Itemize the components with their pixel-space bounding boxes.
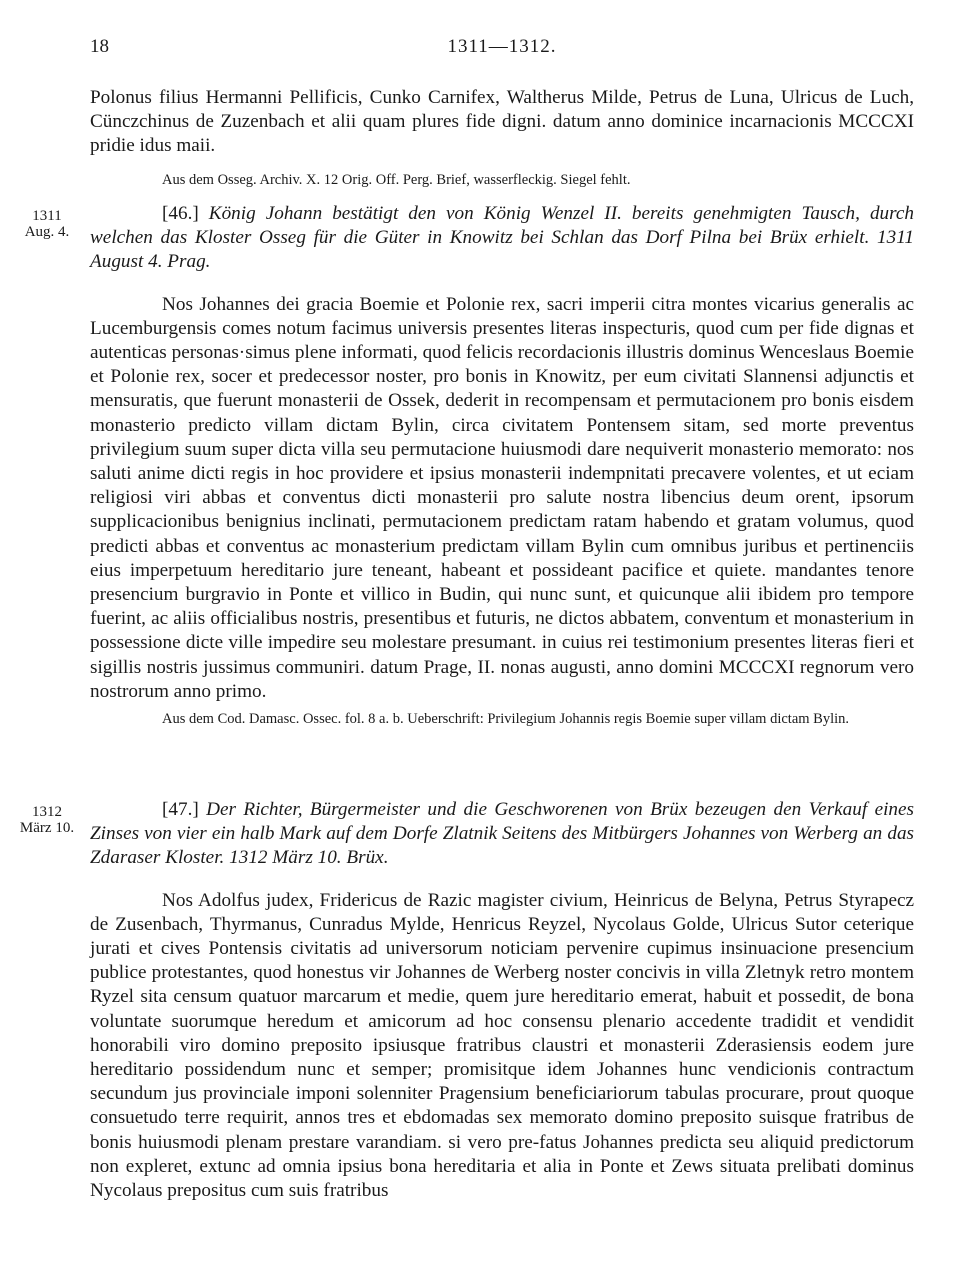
document-text: Nos Johannes dei gracia Boemie et Polonie rex, sacri imperii citra montes vicarius generalis ac Lucemburgensis comes notum facimus universis presentes literas inspecturis, quod cum per fide dignas et autenticas personas·simus plene informati, quod felicis recordacionis illustris dominus Wenceslaus Boemie et Polonie rex, socer et predecessor noster, pro bonis in Knowitz, per eum civitati Slannensi adjunctis et mensuratis, que fuerunt monasterii de Ossek, dederit in recompensam et permutacionem pro bonis eisdem monasterio predicto villam dictam Bylin, circa civitatem Pontensem sitam, sed morte preventus privilegium suum super dicta villa seu permutacione huiusmodi dare nequiverit monasterio memorato: nos saluti anime dicti regis in hoc providere et ipsius monasterii indempnitati precavere volentes, et ut eciam religiosi viri abbas et conventus dicti monasterii pro salute nostra libencius deum orent, ipsorum supplicacionibus benignius inclinati, permutacionem predictam ratam habendo et gratam volumus, quod predicti abbas et conventus ac monasterium predictam villam Bylin cum omnibus juribus et pertinenciis eius imperpetuum hereditario jure teneant, habeant et possideant pacifice et quiete. mandantes tenore presencium burgravio in Ponte et villico in Budin, qui nunc sunt, et quicunque alii ibidem pro tempore fuerint, ac aliis officialibus nostris, presentibus et futuris, ne dictos abbatem, conventum et monasterium in possessione dicte ville impedire seu molestare presumant. in cuius rei testimonium presentes literas fieri et sigillis nostris jussimus communiri. datum Prage, II. nonas augusti, anno domini MCCCXI regnorum vero nostrorum anno primo. [90, 293, 914, 702]
document-text: Nos Adolfus judex, Fridericus de Razic magister civium, Heinricus de Belyna, Petrus Styrapecz de Zusenbach, Thyrmanus, Cunradus Mylde, Henricus Reyzel, Nycolaus Golde, Ulricus Sutor ceterique jurati et cives Pontensis civitatis ad universorum noticiam pervenire cupimus insinuacione presencium publice protestantes, quod honestus vir Johannes de Werberg noster concivis in villa Zletnyk retro montem Ryzel sita censum quatuor marcarum et medie, quem jure hereditario emerat, habuit et possedit, de bona voluntate suorumque heredum et amicorum ad hoc consensu plenario accedente tradidit et vendidit honorabili viro domino preposito ipsiusque fratribus claustri et monasterii Zderasiensis eodem jure hereditario possidendum nunc et semper; promisitque idem Johannes hunc vendicionis contractum secundum jus provinciale imponi solenniter Pragensium beneficiariorum tabulas procurare, prout quoque consuetudo terre requirit, annos tres et ebdomadas sex memorato domino preposito suisque fratribus de bonis huiusmodi plenam prestare varandiam. si vero pre-fatus Johannes predicta seu aliquid predictorum non expleret, extunc ad omnia ipsius bona hereditaria et alia in Ponte et Zews situata prelibati dominus Nycolaus prepositus cum suis fratribus [90, 889, 914, 1202]
margin-date-year: 1311 [32, 208, 62, 224]
document-number: [47.] [162, 799, 199, 820]
page-number: 18 [90, 36, 109, 57]
document-heading-text: König Johann bestätigt den von König Wenzel II. bereits genehmigten Tausch, durch welchen das Kloster Osseg für die Güter in Knowitz bei Schlan das Dorf Pilna bei Brüx erhielt. 1311 August 4. Prag. [90, 203, 915, 273]
document-46 [90, 202, 914, 730]
margin-date-47 [12, 804, 82, 836]
running-head: 1311—1312. [447, 36, 557, 57]
document-heading-text: Der Richter, Bürgermeister und die Geschworenen von Brüx bezeugen den Verkauf eines Zinses von vier ein halb Mark auf dem Dorfe Zlatnik Seitens des Mitbürgers Johannes von Werberg an das Zdaraser Kloster. 1312 März 10. Brüx. [90, 799, 914, 869]
document-47 [90, 798, 914, 1203]
continuation-source: Aus dem Osseg. Archiv. X. 12 Orig. Off. Perg. Brief, wasserfleckig. Siegel fehlt. [162, 171, 631, 188]
continuation-block [90, 86, 914, 191]
document-heading [90, 202, 914, 275]
page-header [90, 36, 914, 66]
margin-date-day: März 10. [19, 820, 75, 836]
continuation-text: Polonus filius Hermanni Pellificis, Cunko Carnifex, Waltherus Milde, Petrus de Luna, Ulricus de Luch, Cünczchinus de Zuzenbach et alii quam plures fide digni. datum anno dominice incarnacionis MCCCXI pridie idus maii. [90, 87, 914, 157]
margin-date-46 [12, 208, 82, 240]
document-number: [46.] [162, 203, 199, 224]
document-heading [90, 798, 914, 871]
margin-date-day: Aug. 4. [24, 224, 70, 240]
margin-date-year: 1312 [32, 804, 62, 820]
document-source: Aus dem Cod. Damasc. Ossec. fol. 8 a. b. Ueberschrift: Privilegium Johannis regis Boemie super villam dictam Bylin. [162, 711, 850, 728]
